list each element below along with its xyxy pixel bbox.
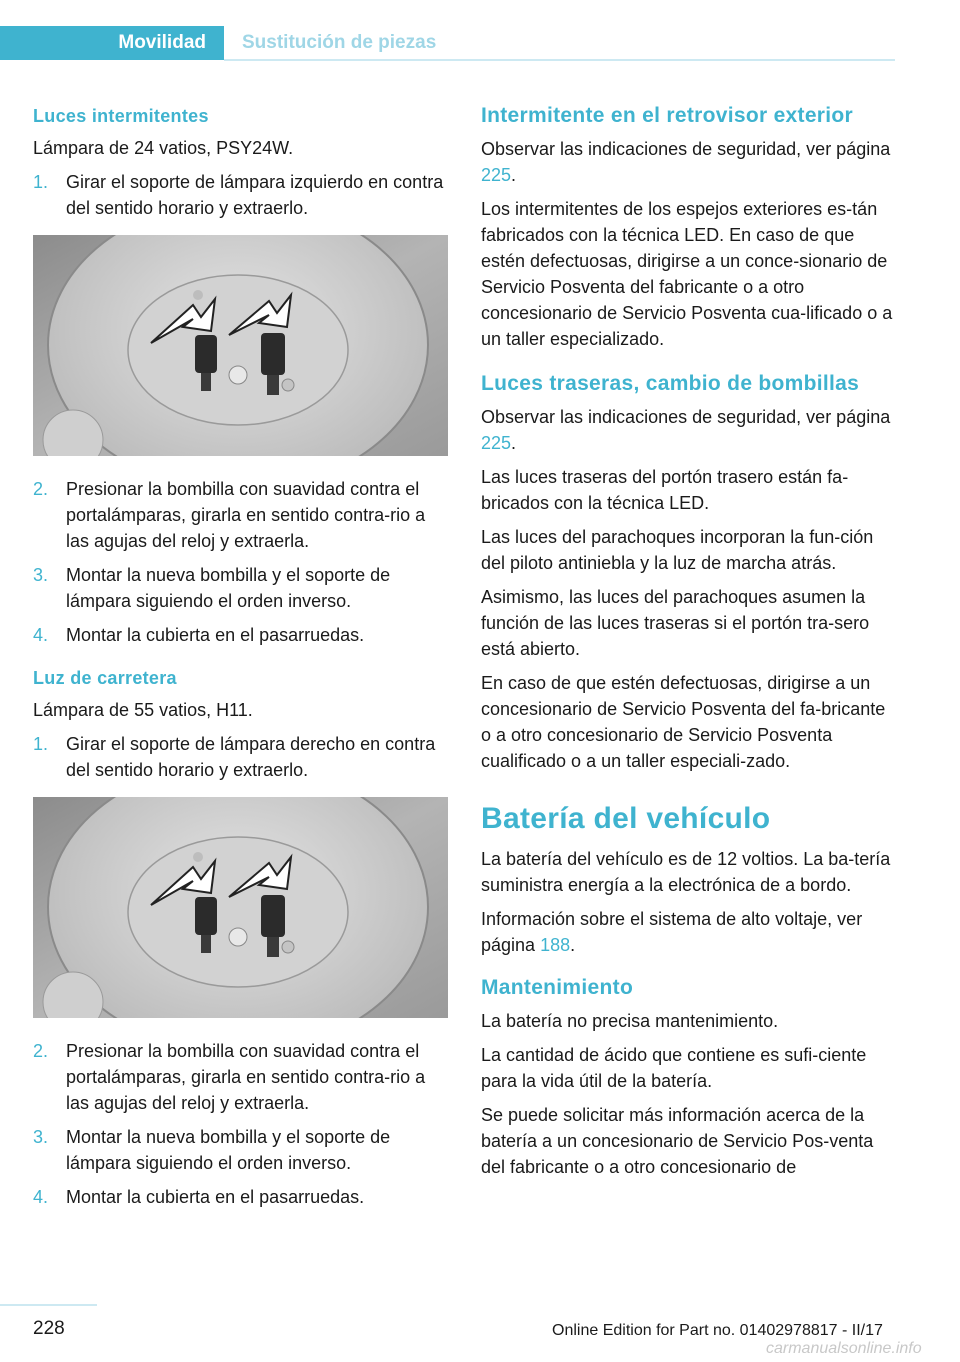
- retrovisor-text: Los intermitentes de los espejos exteriores es‐tán fabricados con la técnica LED. En caso de que estén defectuosas, dirigirse a un conce‐sionario de Servicio Posventa del fabricante o a otro concesionario de Servicio Posventa cua‐lificado o a un taller especializado.: [481, 199, 893, 349]
- edition-note: Online Edition for Part no. 01402978817 - II/17: [552, 1322, 883, 1339]
- safety-note: Observar las indicaciones de seguridad, ver página 225.: [481, 139, 891, 185]
- steps-list-b-cont: [33, 1038, 448, 1210]
- heading-intermitentes: Luces intermitentes: [33, 106, 209, 126]
- step-item: 3. Montar la nueva bombilla y el soporte de lámpara siguiendo el orden inverso.: [33, 565, 391, 611]
- heading-retrovisor: Intermitente en el retrovisor exterior: [481, 104, 854, 127]
- steps-list-b: [33, 731, 448, 783]
- mant-text: Se puede solicitar más información acerca de la batería a un concesionario de Servicio Pos‐venta del fabricante o a otro concesionario de: [481, 1105, 874, 1177]
- page-link[interactable]: 188: [540, 935, 571, 955]
- footer-rule: [0, 1304, 97, 1306]
- traseras-text: Asimismo, las luces del parachoques asumen la función de las luces traseras si el portón tra‐sero está abierto.: [481, 587, 870, 659]
- lamp-spec-intermitentes: Lámpara de 24 vatios, PSY24W.: [33, 138, 294, 158]
- bateria-text: La batería del vehículo es de 12 voltios. La ba‐tería suministra energía a la electrónica de a bordo.: [481, 849, 891, 895]
- step-item: 2. Presionar la bombilla con suavidad contra el portalámparas, girarla en sentido contra‐rio a las agujas del reloj y extraerla.: [33, 479, 426, 551]
- steps-list-a: [33, 169, 448, 221]
- mant-text: La cantidad de ácido que contiene es sufi‐ciente para la vida útil de la batería.: [481, 1045, 867, 1091]
- section-tab[interactable]: Movilidad: [0, 26, 224, 60]
- page-number: 228: [33, 1318, 65, 1339]
- step-item: 1. Girar el soporte de lámpara derecho en contra del sentido horario y extraerlo.: [33, 734, 436, 780]
- high-beam-bulb-illustration: [33, 797, 448, 1018]
- mant-text: La batería no precisa mantenimiento.: [481, 1011, 779, 1031]
- headlight-bulb-illustration: [33, 235, 448, 456]
- left-column: [33, 106, 448, 1218]
- page-link[interactable]: 225: [481, 433, 512, 453]
- high-voltage-note: Información sobre el sistema de alto voltaje, ver página 188.: [481, 909, 863, 955]
- page-link[interactable]: 225: [481, 165, 512, 185]
- subsection-tab[interactable]: Sustitución de piezas: [242, 32, 437, 53]
- step-item: 1. Girar el soporte de lámpara izquierdo en contra del sentido horario y extraerlo.: [33, 172, 444, 218]
- traseras-text: Las luces del parachoques incorporan la fun‐ción del piloto antiniebla y la luz de marcha atrás.: [481, 527, 874, 573]
- traseras-text: En caso de que estén defectuosas, dirigirse a un concesionario de Servicio Posventa del fa‐bricante o a otro concesionario de Servicio Posventa cualificado o a un taller especiali‐zado.: [481, 673, 886, 771]
- heading-carretera: Luz de carretera: [33, 668, 177, 688]
- steps-list-a-cont: [33, 476, 448, 648]
- safety-note: Observar las indicaciones de seguridad, ver página 225.: [481, 407, 891, 453]
- step-item: 4. Montar la cubierta en el pasarruedas.: [33, 625, 365, 645]
- heading-traseras: Luces traseras, cambio de bombillas: [481, 372, 860, 395]
- step-item: 3. Montar la nueva bombilla y el soporte de lámpara siguiendo el orden inverso.: [33, 1127, 391, 1173]
- step-item: 2. Presionar la bombilla con suavidad contra el portalámparas, girarla en sentido contra‐rio a las agujas del reloj y extraerla.: [33, 1041, 426, 1113]
- header-rule: [224, 59, 895, 61]
- traseras-text: Las luces traseras del portón trasero están fa‐bricados con la técnica LED.: [481, 467, 849, 513]
- step-item: 4. Montar la cubierta en el pasarruedas.: [33, 1187, 365, 1207]
- heading-mantenimiento: Mantenimiento: [481, 976, 634, 999]
- watermark: carmanualsonline.info: [766, 1340, 922, 1357]
- right-column: [481, 104, 896, 1188]
- page-header: [0, 26, 895, 62]
- lamp-spec-carretera: Lámpara de 55 vatios, H11.: [33, 700, 253, 720]
- heading-bateria: Batería del vehículo: [481, 802, 771, 835]
